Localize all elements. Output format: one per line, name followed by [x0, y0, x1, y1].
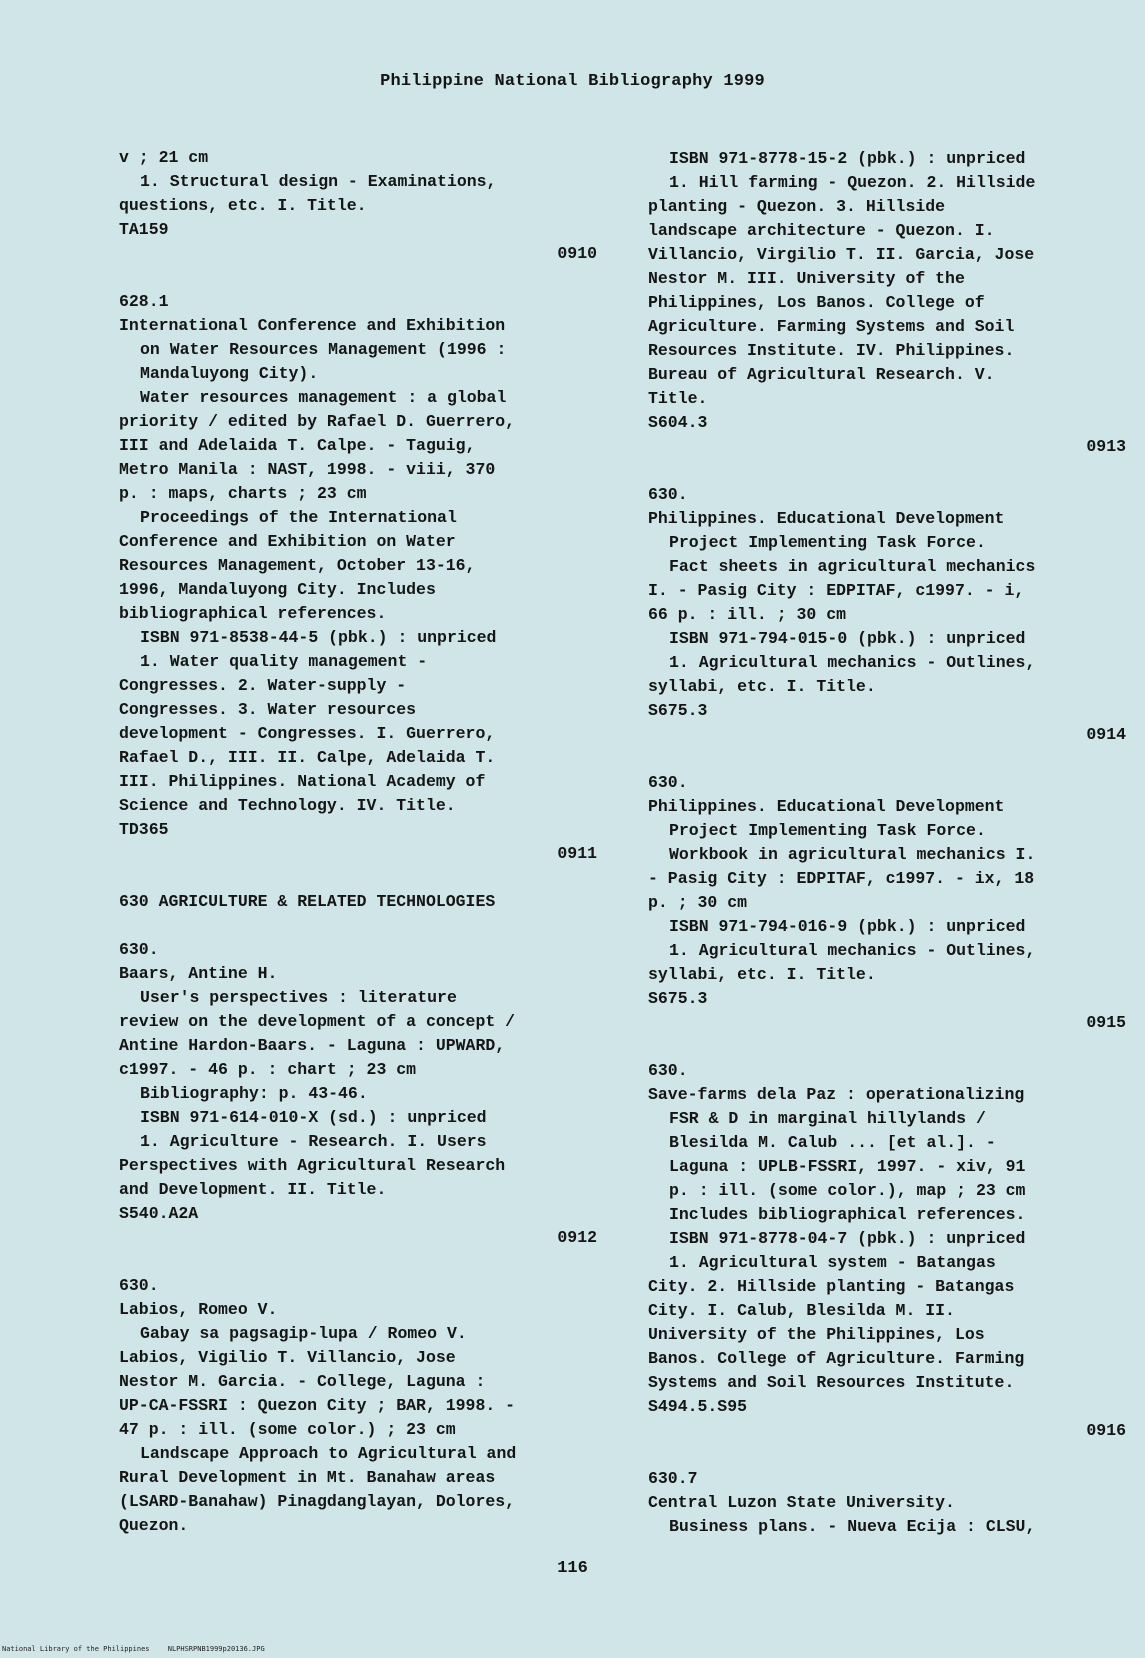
entry-line: User's perspectives : literature: [140, 988, 457, 1007]
entry-line: TA159: [119, 220, 169, 239]
entry-line: Conference and Exhibition on Water: [119, 532, 456, 551]
page-number: 116: [557, 1559, 588, 1578]
entry-line: p. : ill. (some color.), map ; 23 cm: [669, 1181, 1026, 1200]
file-name: NLPHSRPNB1999p20136.JPG: [167, 1645, 265, 1653]
entry-line: Laguna : UPLB-FSSRI, 1997. - xiv, 91: [669, 1157, 1026, 1176]
entry-line: questions, etc. I. Title.: [119, 196, 367, 215]
entry-line: Bibliography: p. 43-46.: [140, 1084, 368, 1103]
entry-line: Philippines, Los Banos. College of: [648, 293, 985, 312]
entry-line: III. Philippines. National Academy of: [119, 772, 486, 791]
entry-line: Systems and Soil Resources Institute.: [648, 1373, 1015, 1392]
entry-line: bibliographical references.: [119, 604, 387, 623]
entry-line: Philippines. Educational Development: [648, 509, 1005, 528]
entry-number: 0910: [557, 244, 597, 263]
entry-number: 0913: [1086, 437, 1126, 456]
entry-line: 630.: [648, 1061, 688, 1080]
entry-line: Gabay sa pagsagip-lupa / Romeo V.: [140, 1324, 467, 1343]
entry-line: I. - Pasig City : EDPITAF, c1997. - i,: [648, 581, 1025, 600]
entry-line: 1. Agricultural mechanics - Outlines,: [669, 941, 1036, 960]
entry-line: 630.: [119, 1276, 159, 1295]
line-gap: [648, 1443, 1126, 1467]
entry-line: Metro Manila : NAST, 1998. - viii, 370: [119, 460, 496, 479]
entry-line: Project Implementing Task Force.: [669, 533, 986, 552]
entry-line: Perspectives with Agricultural Research: [119, 1156, 506, 1175]
entry-line: 630 AGRICULTURE & RELATED TECHNOLOGIES: [119, 892, 496, 911]
entry-line: Nestor M. Garcia. - College, Laguna :: [119, 1372, 486, 1391]
entry-line: 630.7: [648, 1469, 698, 1488]
entry-line: p. : maps, charts ; 23 cm: [119, 484, 367, 503]
entry-line: Save-farms dela Paz : operationalizing: [648, 1085, 1025, 1104]
entry-line: Project Implementing Task Force.: [669, 821, 986, 840]
entry-line: Nestor M. III. University of the: [648, 269, 965, 288]
entry-line: priority / edited by Rafael D. Guerrero,: [119, 412, 516, 431]
entry-line: on Water Resources Management (1996 :: [140, 340, 507, 359]
entry-line: Blesilda M. Calub ... [et al.]. -: [669, 1133, 996, 1152]
entry-line: Landscape Approach to Agricultural and: [140, 1444, 517, 1463]
entry-line: c1997. - 46 p. : chart ; 23 cm: [119, 1060, 417, 1079]
entry-line: Business plans. - Nueva Ecija : CLSU,: [669, 1517, 1036, 1536]
library-credit: National Library of the Philippines: [2, 1645, 150, 1653]
entry-line: 630.: [648, 773, 688, 792]
line-gap: [648, 459, 1126, 483]
entry-line: Labios, Romeo V.: [119, 1300, 278, 1319]
entry-line: 1. Hill farming - Quezon. 2. Hillside: [669, 173, 1036, 192]
entry-line: 66 p. : ill. ; 30 cm: [648, 605, 847, 624]
entry-line: landscape architecture - Quezon. I.: [648, 221, 995, 240]
entry-line: UP-CA-FSSRI : Quezon City ; BAR, 1998. -: [119, 1396, 516, 1415]
entry-line: Congresses. 2. Water-supply -: [119, 676, 407, 695]
entry-number: 0916: [1086, 1421, 1126, 1440]
entry-line: Rafael D., III. II. Calpe, Adelaida T.: [119, 748, 496, 767]
entry-line: Title.: [648, 389, 708, 408]
entry-line: FSR & D in marginal hillylands /: [669, 1109, 986, 1128]
entry-number: 0914: [1086, 725, 1126, 744]
line-gap: [119, 866, 597, 890]
line-gap: [119, 914, 597, 938]
entry-line: Rural Development in Mt. Banahaw areas: [119, 1468, 496, 1487]
entry-line: S675.3: [648, 989, 708, 1008]
entry-line: Antine Hardon-Baars. - Laguna : UPWARD,: [119, 1036, 506, 1055]
entry-line: ISBN 971-614-010-X (sd.) : unpriced: [140, 1108, 487, 1127]
entry-line: ISBN 971-8778-04-7 (pbk.) : unpriced: [669, 1229, 1026, 1248]
entry-line: ISBN 971-8778-15-2 (pbk.) : unpriced: [669, 149, 1026, 168]
entry-line: Villancio, Virgilio T. II. Garcia, Jose: [648, 245, 1035, 264]
right-column: [648, 147, 1126, 1539]
entry-line: Central Luzon State University.: [648, 1493, 955, 1512]
entry-line: 47 p. : ill. (some color.) ; 23 cm: [119, 1420, 456, 1439]
entry-line: 1. Agriculture - Research. I. Users: [140, 1132, 487, 1151]
entry-line: Water resources management : a global: [140, 388, 507, 407]
entry-number: 0911: [557, 844, 597, 863]
line-gap: [648, 1035, 1126, 1059]
entry-line: S675.3: [648, 701, 708, 720]
entry-line: Banos. College of Agriculture. Farming: [648, 1349, 1025, 1368]
entry-line: development - Congresses. I. Guerrero,: [119, 724, 496, 743]
entry-line: City. I. Calub, Blesilda M. II.: [648, 1301, 955, 1320]
left-column: [119, 146, 597, 1538]
entry-line: 630.: [648, 485, 688, 504]
entry-line: 1996, Mandaluyong City. Includes: [119, 580, 436, 599]
entry-line: 1. Agricultural system - Batangas: [669, 1253, 996, 1272]
entry-line: ISBN 971-794-015-0 (pbk.) : unpriced: [669, 629, 1026, 648]
entry-line: syllabi, etc. I. Title.: [648, 965, 876, 984]
line-gap: [119, 266, 597, 290]
entry-line: S494.5.S95: [648, 1397, 748, 1416]
entry-line: Resources Management, October 13-16,: [119, 556, 476, 575]
entry-number: 0915: [1086, 1013, 1126, 1032]
entry-line: Baars, Antine H.: [119, 964, 278, 983]
entry-line: International Conference and Exhibition: [119, 316, 506, 335]
entry-line: syllabi, etc. I. Title.: [648, 677, 876, 696]
entry-line: p. ; 30 cm: [648, 893, 748, 912]
entry-line: ISBN 971-794-016-9 (pbk.) : unpriced: [669, 917, 1026, 936]
entry-line: (LSARD-Banahaw) Pinagdanglayan, Dolores,: [119, 1492, 516, 1511]
line-gap: [648, 747, 1126, 771]
entry-number: 0912: [557, 1228, 597, 1247]
entry-line: Bureau of Agricultural Research. V.: [648, 365, 995, 384]
entry-line: and Development. II. Title.: [119, 1180, 387, 1199]
entry-line: review on the development of a concept /: [119, 1012, 516, 1031]
entry-line: 628.1: [119, 292, 169, 311]
entry-line: Resources Institute. IV. Philippines.: [648, 341, 1015, 360]
entry-line: Workbook in agricultural mechanics I.: [669, 845, 1036, 864]
entry-line: - Pasig City : EDPITAF, c1997. - ix, 18: [648, 869, 1035, 888]
scan-credit: [2, 1645, 265, 1653]
entry-line: Science and Technology. IV. Title.: [119, 796, 456, 815]
entry-line: Congresses. 3. Water resources: [119, 700, 417, 719]
entry-line: 1. Agricultural mechanics - Outlines,: [669, 653, 1036, 672]
entry-line: Quezon.: [119, 1516, 189, 1535]
entry-line: 1. Structural design - Examinations,: [140, 172, 497, 191]
entry-line: planting - Quezon. 3. Hillside: [648, 197, 946, 216]
entry-line: Includes bibliographical references.: [669, 1205, 1026, 1224]
entry-line: ISBN 971-8538-44-5 (pbk.) : unpriced: [140, 628, 497, 647]
entry-line: 630.: [119, 940, 159, 959]
entry-line: Mandaluyong City).: [140, 364, 319, 383]
entry-line: Agriculture. Farming Systems and Soil: [648, 317, 1015, 336]
entry-line: Labios, Vigilio T. Villancio, Jose: [119, 1348, 456, 1367]
entry-line: Fact sheets in agricultural mechanics: [669, 557, 1036, 576]
entry-line: University of the Philippines, Los: [648, 1325, 985, 1344]
page-header: Philippine National Bibliography 1999: [380, 72, 765, 91]
line-gap: [119, 1250, 597, 1274]
entry-line: City. 2. Hillside planting - Batangas: [648, 1277, 1015, 1296]
entry-line: TD365: [119, 820, 169, 839]
entry-line: 1. Water quality management -: [140, 652, 428, 671]
entry-line: S604.3: [648, 413, 708, 432]
entry-line: v ; 21 cm: [119, 148, 209, 167]
entry-line: S540.A2A: [119, 1204, 199, 1223]
entry-line: III and Adelaida T. Calpe. - Taguig,: [119, 436, 476, 455]
entry-line: Proceedings of the International: [140, 508, 457, 527]
entry-line: Philippines. Educational Development: [648, 797, 1005, 816]
